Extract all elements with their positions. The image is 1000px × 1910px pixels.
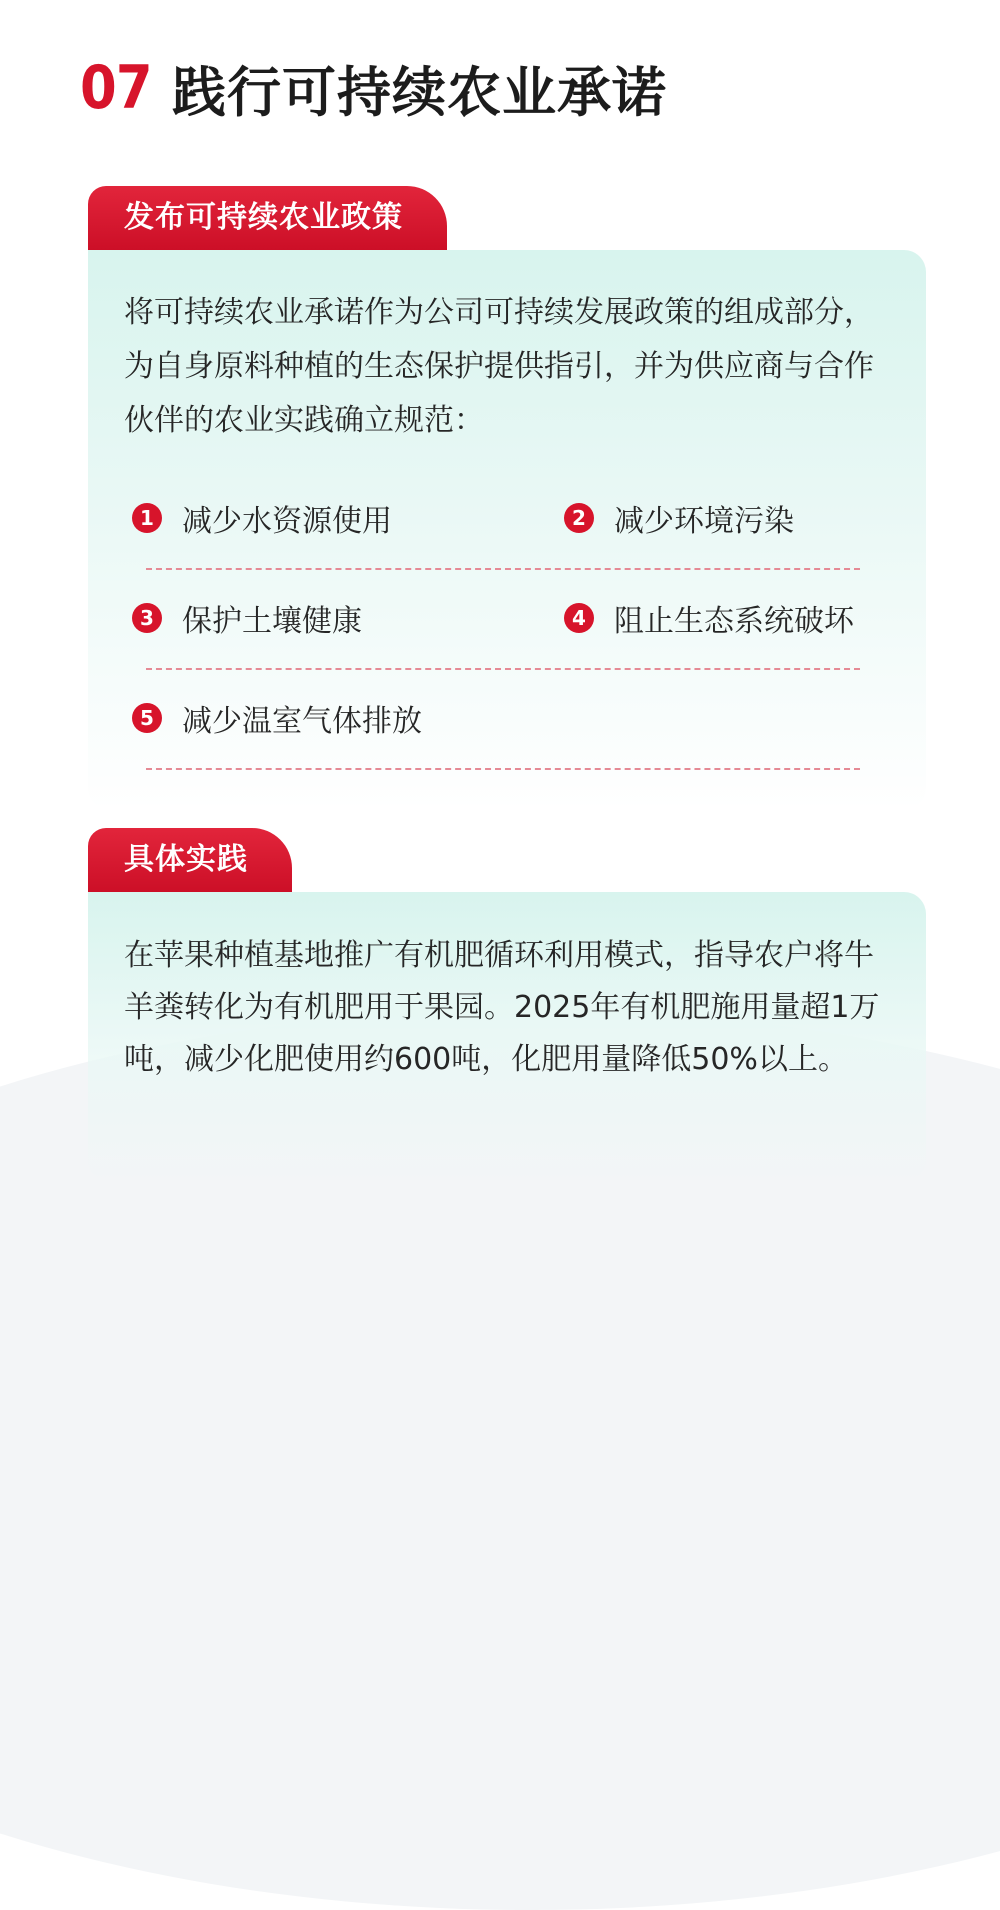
section-number: 07 [80,53,152,123]
commitment-label: 阻止生态系统破坏 [614,604,854,639]
practice-section [88,828,926,1182]
number-badge: 4 [564,603,594,633]
commitment-row [140,670,860,770]
practice-body: 在苹果种植基地推广有机肥循环利用模式，指导农户将牛羊粪转化为有机肥用于果园。2025年有机肥施用量超1万吨，减少化肥使用约600吨，化肥用量降低50%以上。 [124,938,880,1077]
number-badge: 3 [132,603,162,633]
commitment-list [88,470,926,770]
policy-section [88,186,926,810]
commitment-label: 保护土壤健康 [182,604,362,639]
commitment-item [132,596,362,640]
number-badge: 2 [564,503,594,533]
commitment-item [564,496,794,540]
number-badge: 1 [132,503,162,533]
commitment-item [564,596,854,640]
commitment-item [132,696,422,740]
page-header [80,48,667,128]
practice-tab: 具体实践 [88,828,292,892]
commitment-label: 减少环境污染 [614,504,794,539]
commitment-item [132,496,392,540]
policy-tab: 发布可持续农业政策 [88,186,447,250]
policy-intro: 将可持续农业承诺作为公司可持续发展政策的组成部分，为自身原料种植的生态保护提供指引，并为供应商与合作伙伴的农业实践确立规范： [124,295,874,438]
practice-card [88,892,926,1182]
commitment-row [140,470,860,570]
page-title: 践行可持续农业承诺 [172,60,667,124]
number-badge: 5 [132,703,162,733]
commitment-row [140,570,860,670]
commitment-label: 减少温室气体排放 [182,704,422,739]
commitment-label: 减少水资源使用 [182,504,392,539]
policy-card [88,250,926,810]
